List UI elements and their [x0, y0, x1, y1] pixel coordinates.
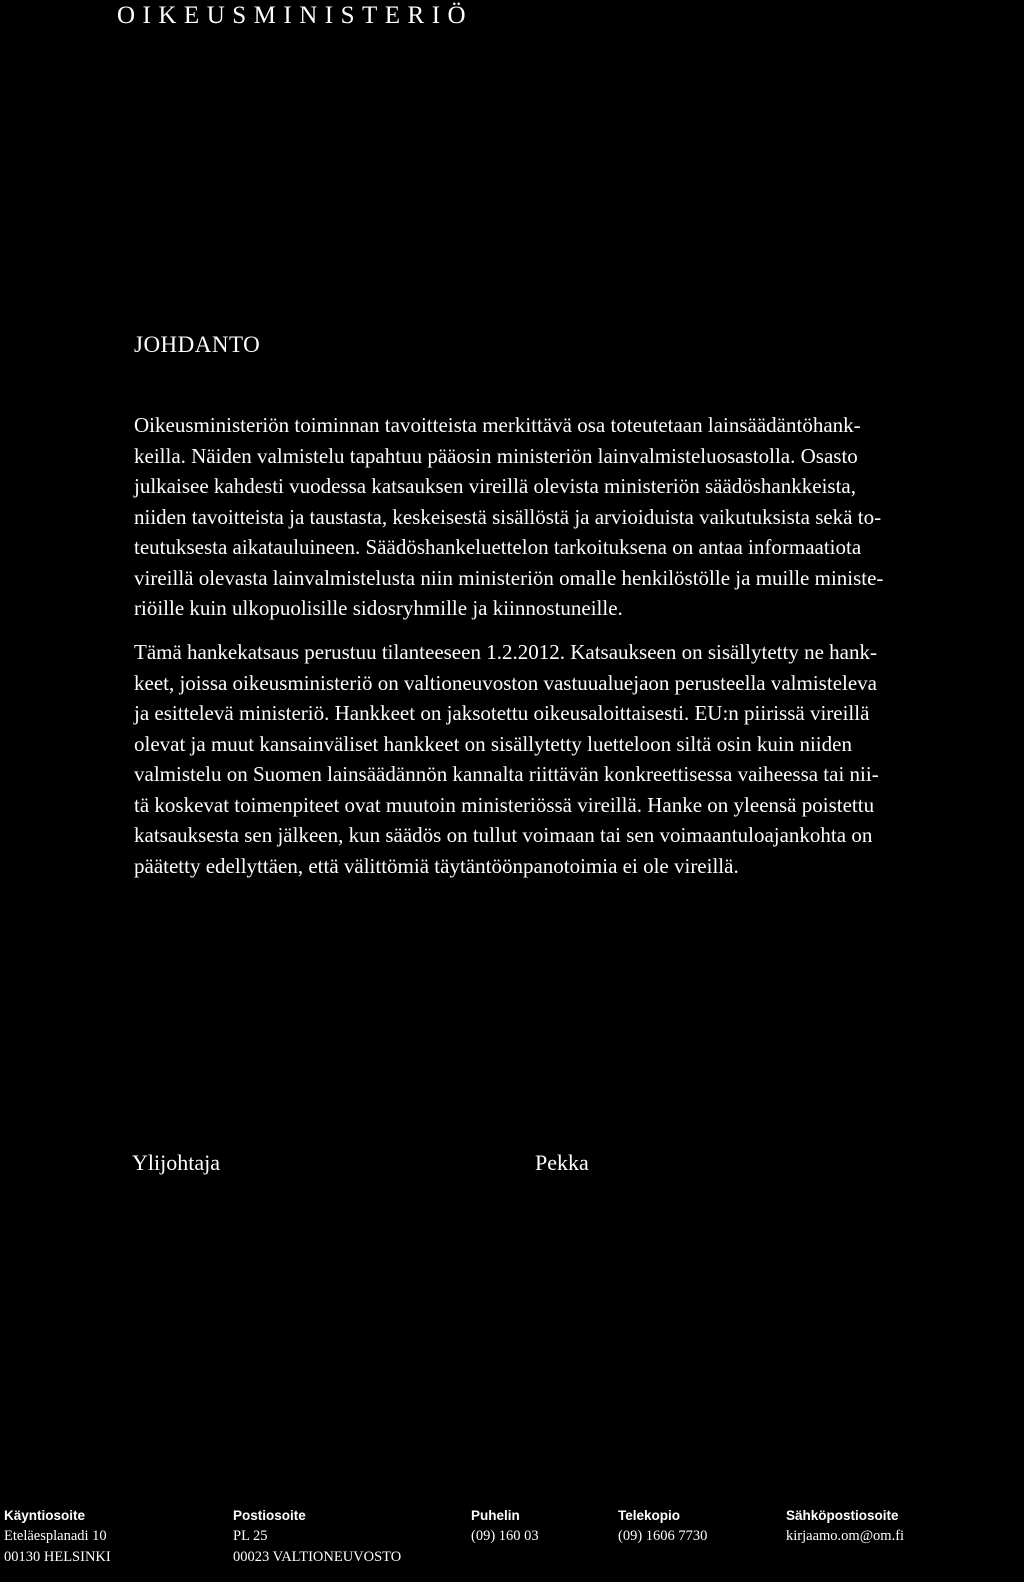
- footer-email: [786, 1505, 904, 1547]
- section-heading: JOHDANTO: [134, 332, 261, 357]
- text-line: valmistelu on Suomen lainsäädännön kannalta riittävän konkreettisessa vaiheessa tai nii-: [134, 762, 879, 786]
- footer-label: Sähköpostiosoite: [786, 1508, 899, 1523]
- footer-value: 00023 VALTIONEUVOSTO: [233, 1549, 402, 1565]
- text-line: niiden tavoitteista ja taustasta, keskeisestä sisällöstä ja arvioiduista vaikutuksista sekä to-: [134, 504, 882, 529]
- text-line: riöille kuin ulkopuolisille sidosryhmille ja kiinnostuneille.: [134, 596, 623, 620]
- footer-value: (09) 160 03: [471, 1528, 539, 1544]
- text-line: keilla. Näiden valmistelu tapahtuu pääosin ministeriön lainvalmisteluosastolla. Osasto: [134, 443, 858, 468]
- text-line: vireillä olevasta lainvalmistelusta niin ministeriön omalle henkilöstölle ja muille ministe-: [134, 565, 884, 590]
- text-line: tä koskevat toimenpiteet ovat muutoin ministeriössä vireillä. Hanke on yleensä poistettu: [134, 792, 875, 817]
- footer-value: PL 25: [233, 1528, 268, 1544]
- footer-phone: [471, 1505, 539, 1547]
- intro-paragraph-1: [134, 410, 994, 624]
- footer-value: Eteläesplanadi 10: [4, 1528, 107, 1544]
- footer-postal-address: [233, 1505, 401, 1568]
- text-line: Tämä hankekatsaus perustuu tilanteeseen 1.2.2012. Katsaukseen on sisällytetty ne hank-: [134, 640, 877, 664]
- intro-paragraph-2: [134, 637, 994, 881]
- text-line: Oikeusministeriön toiminnan tavoitteista merkittävä osa toteutetaan lainsäädäntöhank-: [134, 413, 861, 437]
- text-line: julkaisee kahdesti vuodessa katsauksen vireillä olevista ministeriön säädöshankkeista,: [134, 474, 856, 498]
- footer-label: Käyntiosoite: [4, 1508, 86, 1523]
- text-line: päätetty edellyttäen, että välittömiä täytäntöönpanotoimia ei ole vireillä.: [134, 853, 739, 878]
- footer-value: kirjaamo.om@om.fi: [786, 1528, 905, 1544]
- organization-name: OIKEUSMINISTERIÖ: [117, 2, 474, 29]
- footer-visiting-address: [4, 1505, 111, 1568]
- signer-name: Pekka: [535, 1150, 589, 1175]
- text-line: teutuksesta aikatauluineen. Säädöshankeluettelon tarkoituksena on antaa informaatiota: [134, 535, 862, 559]
- footer-label: Puhelin: [471, 1508, 520, 1523]
- footer-label: Telekopio: [618, 1508, 681, 1523]
- text-line: ja esittelevä ministeriö. Hankkeet on jaksotettu oikeusaloittaisesti. EU:n piirissä vireillä: [134, 701, 870, 725]
- text-line: keet, joissa oikeusministeriö on valtioneuvoston vastuualuejaon perusteella valmisteleva: [134, 670, 877, 695]
- text-line: katsauksesta sen jälkeen, kun säädös on tullut voimaan tai sen voimaantuloajankohta on: [134, 823, 873, 847]
- signer-title: Ylijohtaja: [132, 1150, 220, 1175]
- footer-value: 00130 HELSINKI: [4, 1549, 111, 1565]
- footer-fax: [618, 1505, 707, 1547]
- footer-label: Postiosoite: [233, 1508, 306, 1523]
- footer-value: (09) 1606 7730: [618, 1528, 708, 1544]
- text-line: olevat ja muut kansainväliset hankkeet on sisällytetty luetteloon siltä osin kuin niiden: [134, 731, 852, 756]
